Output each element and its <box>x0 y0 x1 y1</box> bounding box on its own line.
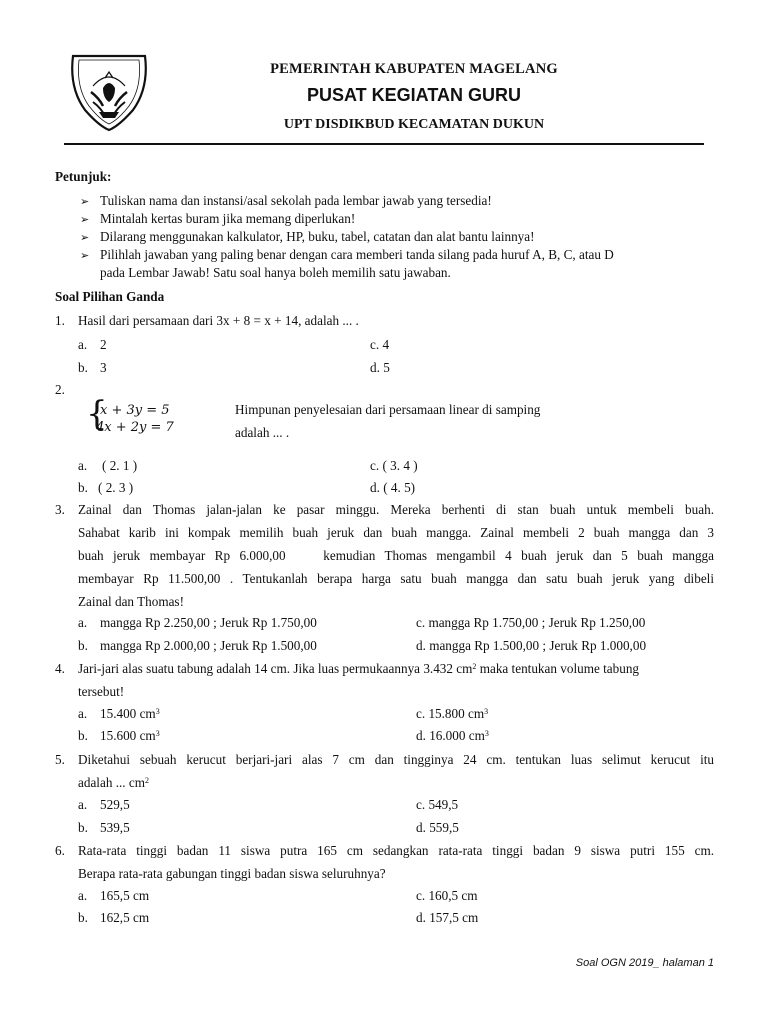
option-letter: b. <box>78 638 88 653</box>
question-text: Himpunan penyelesaian dari persamaan linear di samping <box>235 402 541 417</box>
question-text: Zainal dan Thomas! <box>78 594 184 609</box>
option-a: 529,5 <box>100 797 130 812</box>
question-number: 1. <box>55 313 65 328</box>
question-text: membayar Rp 11.500,00 . Tentukanlah berapa harga satu buah mangga dan satu buah jeruk yang dibeli <box>78 571 714 586</box>
option-d: d. 16.000 $cm^3$ <box>416 728 489 743</box>
option-c: c. 15.800 $cm^3$ <box>416 706 489 721</box>
option-letter: b. <box>78 728 88 743</box>
option-c: c. 4 <box>370 337 390 352</box>
equation-2: 4x + 2y = 7 <box>96 420 174 435</box>
question-text: buah jeruk membayar Rp 6.000,00 kemudian Thomas mengambil 4 buah jeruk dan 5 buah mangga <box>78 548 714 563</box>
question-text-continued: tersebut! <box>78 684 125 699</box>
option-letter: a. <box>78 458 88 473</box>
question-number: 6. <box>55 843 65 858</box>
question-text: Zainal dan Thomas jalan-jalan ke pasar minggu. Mereka berhenti di stan buah untuk membeli buah. <box>78 502 714 517</box>
option-d: d. ( 4. 5) <box>370 480 416 495</box>
option-a: 165,5 cm <box>100 888 150 903</box>
instruction-item: Pilihlah jawaban yang paling benar dengan cara memberi tanda silang pada huruf A, B, C, atau D <box>100 247 614 262</box>
option-letter: a. <box>78 615 88 630</box>
option-d: d. 5 <box>370 360 390 375</box>
option-a: 2 <box>100 337 107 352</box>
equation-1: x + 3y = 5 <box>100 403 170 418</box>
question-text: Sahabat karib ini kompak memilih buah jeruk dan buah mangga. Zainal membeli 2 buah mangga dan 3 <box>78 525 714 540</box>
question-number: 4. <box>55 661 65 676</box>
question-number: 5. <box>55 752 65 767</box>
option-a: 15.400 $cm^3$ <box>100 706 160 721</box>
question-text: Rata-rata tinggi badan 11 siswa putra 165 cm sedangkan rata-rata tinggi badan 9 siswa putri 155 cm. <box>78 843 714 858</box>
option-c: c. ( 3. 4 ) <box>370 458 418 473</box>
option-d: d. 559,5 <box>416 820 459 835</box>
instruction-item: Tuliskan nama dan instansi/asal sekolah pada lembar jawab yang tersedia! <box>100 193 492 208</box>
header-line-1: PEMERINTAH KABUPATEN MAGELANG <box>270 61 558 77</box>
question-text-continued: Berapa rata-rata gabungan tinggi badan siswa seluruhnya? <box>78 866 386 881</box>
option-letter: a. <box>78 797 88 812</box>
page-footer: Soal OGN 2019_ halaman 1 <box>575 957 714 969</box>
option-letter: a. <box>78 337 88 352</box>
question-number: 3. <box>55 502 65 517</box>
arrow-bullet-icon: ➢ <box>80 232 90 244</box>
option-d: d. 157,5 cm <box>416 910 479 925</box>
equation-brace: { <box>86 394 108 434</box>
arrow-bullet-icon: ➢ <box>80 250 90 262</box>
instruction-item: Mintalah kertas buram jika memang diperlukan! <box>100 211 356 226</box>
option-letter: a. <box>78 888 88 903</box>
option-d: d. mangga Rp 1.500,00 ; Jeruk Rp 1.000,00 <box>416 638 647 653</box>
option-a: ( 2. 1 ) <box>102 458 138 473</box>
question-text: Hasil dari persamaan dari 3x + 8 = x + 14, adalah ... . <box>78 313 359 328</box>
option-c: c. 549,5 <box>416 797 459 812</box>
header-line-3: UPT DISDIKBUD KECAMATAN DUKUN <box>283 117 545 132</box>
option-c: c. 160,5 cm <box>416 888 478 903</box>
question-text: Diketahui sebuah kerucut berjari-jari alas 7 cm dan tingginya 24 cm. tentukan luas selimut kerucut itu <box>78 752 714 767</box>
arrow-bullet-icon: ➢ <box>80 214 90 226</box>
option-letter: a. <box>78 706 88 721</box>
option-b: 539,5 <box>100 820 130 835</box>
option-b: 162,5 cm <box>100 910 150 925</box>
option-b: 15.600 $cm^3$ <box>100 728 160 743</box>
instruction-item-continued: pada Lembar Jawab! Satu soal hanya boleh memilih satu jawaban. <box>100 265 451 280</box>
option-b: 3 <box>100 360 107 375</box>
arrow-bullet-icon: ➢ <box>80 196 90 208</box>
instruction-item: Dilarang menggunakan kalkulator, HP, buku, tabel, catatan dan alat bantu lainnya! <box>100 229 535 244</box>
option-a: mangga Rp 2.250,00 ; Jeruk Rp 1.750,00 <box>100 615 317 630</box>
header-title: PUSAT KEGIATAN GURU <box>307 85 521 105</box>
question-text: Jari-jari alas suatu tabung adalah 14 cm. Jika luas permukaannya 3.432 $cm^2$ maka tentukan volume tabung <box>78 661 640 676</box>
question-number: 2. <box>55 382 65 397</box>
option-b: mangga Rp 2.000,00 ; Jeruk Rp 1.500,00 <box>100 638 317 653</box>
option-letter: b. <box>78 820 88 835</box>
option-letter: b. <box>78 480 88 495</box>
question-text-continued: adalah ... . <box>235 425 290 440</box>
option-c: c. mangga Rp 1.750,00 ; Jeruk Rp 1.250,00 <box>416 615 646 630</box>
question-text-continued: adalah ... $cm^2$ <box>78 775 150 790</box>
section-title: Soal Pilihan Ganda <box>55 289 165 304</box>
option-b: ( 2. 3 ) <box>98 480 134 495</box>
header-divider <box>64 143 704 145</box>
instructions-title: Petunjuk: <box>55 169 112 184</box>
option-letter: b. <box>78 360 88 375</box>
option-letter: b. <box>78 910 88 925</box>
